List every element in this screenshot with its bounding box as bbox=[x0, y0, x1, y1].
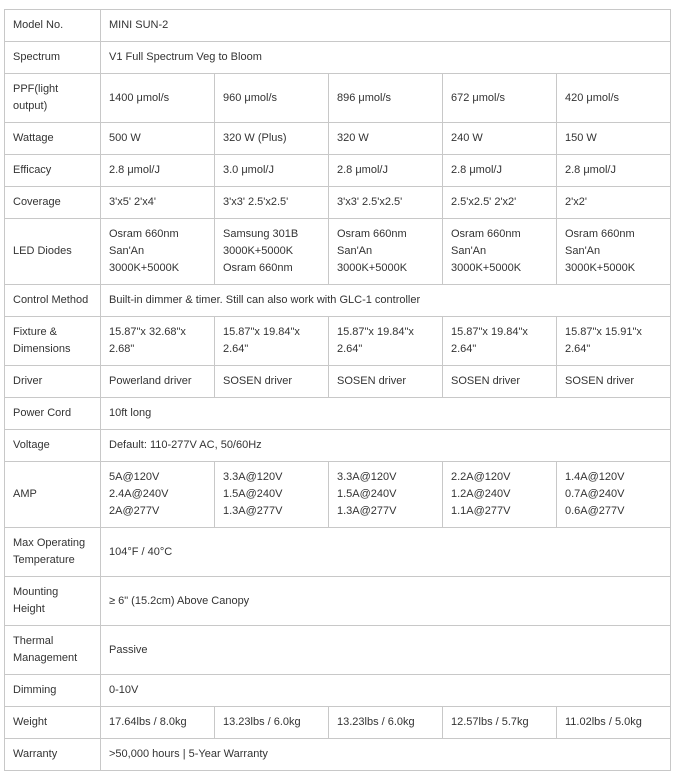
table-row bbox=[5, 366, 671, 398]
table-row bbox=[5, 10, 671, 42]
table-row bbox=[5, 739, 671, 771]
table-cell: Osram 660nm San'An 3000K+5000K bbox=[329, 219, 443, 285]
table-cell: 3.3A@120V 1.5A@240V 1.3A@277V bbox=[329, 462, 443, 528]
row-value: Default: 110-277V AC, 50/60Hz bbox=[101, 430, 671, 462]
row-label: Max Operating Temperature bbox=[5, 528, 101, 577]
table-row bbox=[5, 577, 671, 626]
table-cell: 15.87"x 32.68"x 2.68" bbox=[101, 317, 215, 366]
table-row bbox=[5, 528, 671, 577]
table-row bbox=[5, 74, 671, 123]
row-value: ≥ 6" (15.2cm) Above Canopy bbox=[101, 577, 671, 626]
table-row bbox=[5, 398, 671, 430]
table-cell: SOSEN driver bbox=[329, 366, 443, 398]
row-label: Mounting Height bbox=[5, 577, 101, 626]
table-cell: 13.23lbs / 6.0kg bbox=[329, 707, 443, 739]
table-cell: 240 W bbox=[443, 123, 557, 155]
table-cell: 2.8 μmol/J bbox=[557, 155, 671, 187]
row-label: Weight bbox=[5, 707, 101, 739]
row-label: Voltage bbox=[5, 430, 101, 462]
row-value: Built-in dimmer & timer. Still can also work with GLC-1 controller bbox=[101, 285, 671, 317]
table-row bbox=[5, 626, 671, 675]
table-row bbox=[5, 430, 671, 462]
table-cell: 3'x3' 2.5'x2.5' bbox=[329, 187, 443, 219]
table-cell: 5A@120V 2.4A@240V 2A@277V bbox=[101, 462, 215, 528]
row-value: >50,000 hours | 5-Year Warranty bbox=[101, 739, 671, 771]
row-label: LED Diodes bbox=[5, 219, 101, 285]
row-label: Wattage bbox=[5, 123, 101, 155]
table-row bbox=[5, 317, 671, 366]
table-cell: 3.0 μmol/J bbox=[215, 155, 329, 187]
row-value: 0-10V bbox=[101, 675, 671, 707]
table-cell: 420 μmol/s bbox=[557, 74, 671, 123]
row-label: Thermal Management bbox=[5, 626, 101, 675]
row-label: PPF(light output) bbox=[5, 74, 101, 123]
row-label: Driver bbox=[5, 366, 101, 398]
table-cell: Samsung 301B 3000K+5000K Osram 660nm bbox=[215, 219, 329, 285]
table-cell: 320 W (Plus) bbox=[215, 123, 329, 155]
table-row bbox=[5, 675, 671, 707]
table-cell: SOSEN driver bbox=[557, 366, 671, 398]
table-cell: 3.3A@120V 1.5A@240V 1.3A@277V bbox=[215, 462, 329, 528]
table-cell: Osram 660nm San'An 3000K+5000K bbox=[101, 219, 215, 285]
table-row bbox=[5, 155, 671, 187]
row-label: Dimming bbox=[5, 675, 101, 707]
table-row bbox=[5, 285, 671, 317]
table-cell: 1400 μmol/s bbox=[101, 74, 215, 123]
row-label: Control Method bbox=[5, 285, 101, 317]
row-value: V1 Full Spectrum Veg to Bloom bbox=[101, 42, 671, 74]
row-value: Passive bbox=[101, 626, 671, 675]
table-cell: 15.87"x 15.91"x 2.64" bbox=[557, 317, 671, 366]
table-row bbox=[5, 219, 671, 285]
table-cell: 2.2A@120V 1.2A@240V 1.1A@277V bbox=[443, 462, 557, 528]
table-cell: 896 μmol/s bbox=[329, 74, 443, 123]
table-cell: 12.57lbs / 5.7kg bbox=[443, 707, 557, 739]
row-value: MINI SUN-2 bbox=[101, 10, 671, 42]
table-cell: 150 W bbox=[557, 123, 671, 155]
row-label: Spectrum bbox=[5, 42, 101, 74]
row-label: Fixture & Dimensions bbox=[5, 317, 101, 366]
spec-table-body bbox=[5, 10, 671, 771]
row-label: Efficacy bbox=[5, 155, 101, 187]
table-cell: SOSEN driver bbox=[215, 366, 329, 398]
row-label: AMP bbox=[5, 462, 101, 528]
table-row bbox=[5, 187, 671, 219]
table-cell: 11.02lbs / 5.0kg bbox=[557, 707, 671, 739]
table-cell: 2.8 μmol/J bbox=[329, 155, 443, 187]
table-cell: SOSEN driver bbox=[443, 366, 557, 398]
table-cell: 672 μmol/s bbox=[443, 74, 557, 123]
table-cell: 500 W bbox=[101, 123, 215, 155]
table-cell: 320 W bbox=[329, 123, 443, 155]
table-cell: 3'x3' 2.5'x2.5' bbox=[215, 187, 329, 219]
table-cell: Osram 660nm San'An 3000K+5000K bbox=[557, 219, 671, 285]
row-label: Coverage bbox=[5, 187, 101, 219]
table-cell: 15.87"x 19.84"x 2.64" bbox=[329, 317, 443, 366]
table-cell: 15.87"x 19.84"x 2.64" bbox=[215, 317, 329, 366]
spec-table bbox=[4, 9, 671, 771]
row-label: Power Cord bbox=[5, 398, 101, 430]
row-label: Model No. bbox=[5, 10, 101, 42]
table-row bbox=[5, 707, 671, 739]
table-cell: Powerland driver bbox=[101, 366, 215, 398]
table-row bbox=[5, 462, 671, 528]
table-cell: 13.23lbs / 6.0kg bbox=[215, 707, 329, 739]
table-cell: 3'x5' 2'x4' bbox=[101, 187, 215, 219]
table-cell: 17.64lbs / 8.0kg bbox=[101, 707, 215, 739]
table-cell: 2.8 μmol/J bbox=[101, 155, 215, 187]
row-value: 10ft long bbox=[101, 398, 671, 430]
table-cell: 2.8 μmol/J bbox=[443, 155, 557, 187]
table-cell: 2.5'x2.5' 2'x2' bbox=[443, 187, 557, 219]
row-value: 104°F / 40°C bbox=[101, 528, 671, 577]
table-cell: Osram 660nm San'An 3000K+5000K bbox=[443, 219, 557, 285]
table-cell: 15.87"x 19.84"x 2.64" bbox=[443, 317, 557, 366]
table-row bbox=[5, 123, 671, 155]
row-label: Warranty bbox=[5, 739, 101, 771]
table-row bbox=[5, 42, 671, 74]
table-cell: 1.4A@120V 0.7A@240V 0.6A@277V bbox=[557, 462, 671, 528]
table-cell: 2'x2' bbox=[557, 187, 671, 219]
table-cell: 960 μmol/s bbox=[215, 74, 329, 123]
